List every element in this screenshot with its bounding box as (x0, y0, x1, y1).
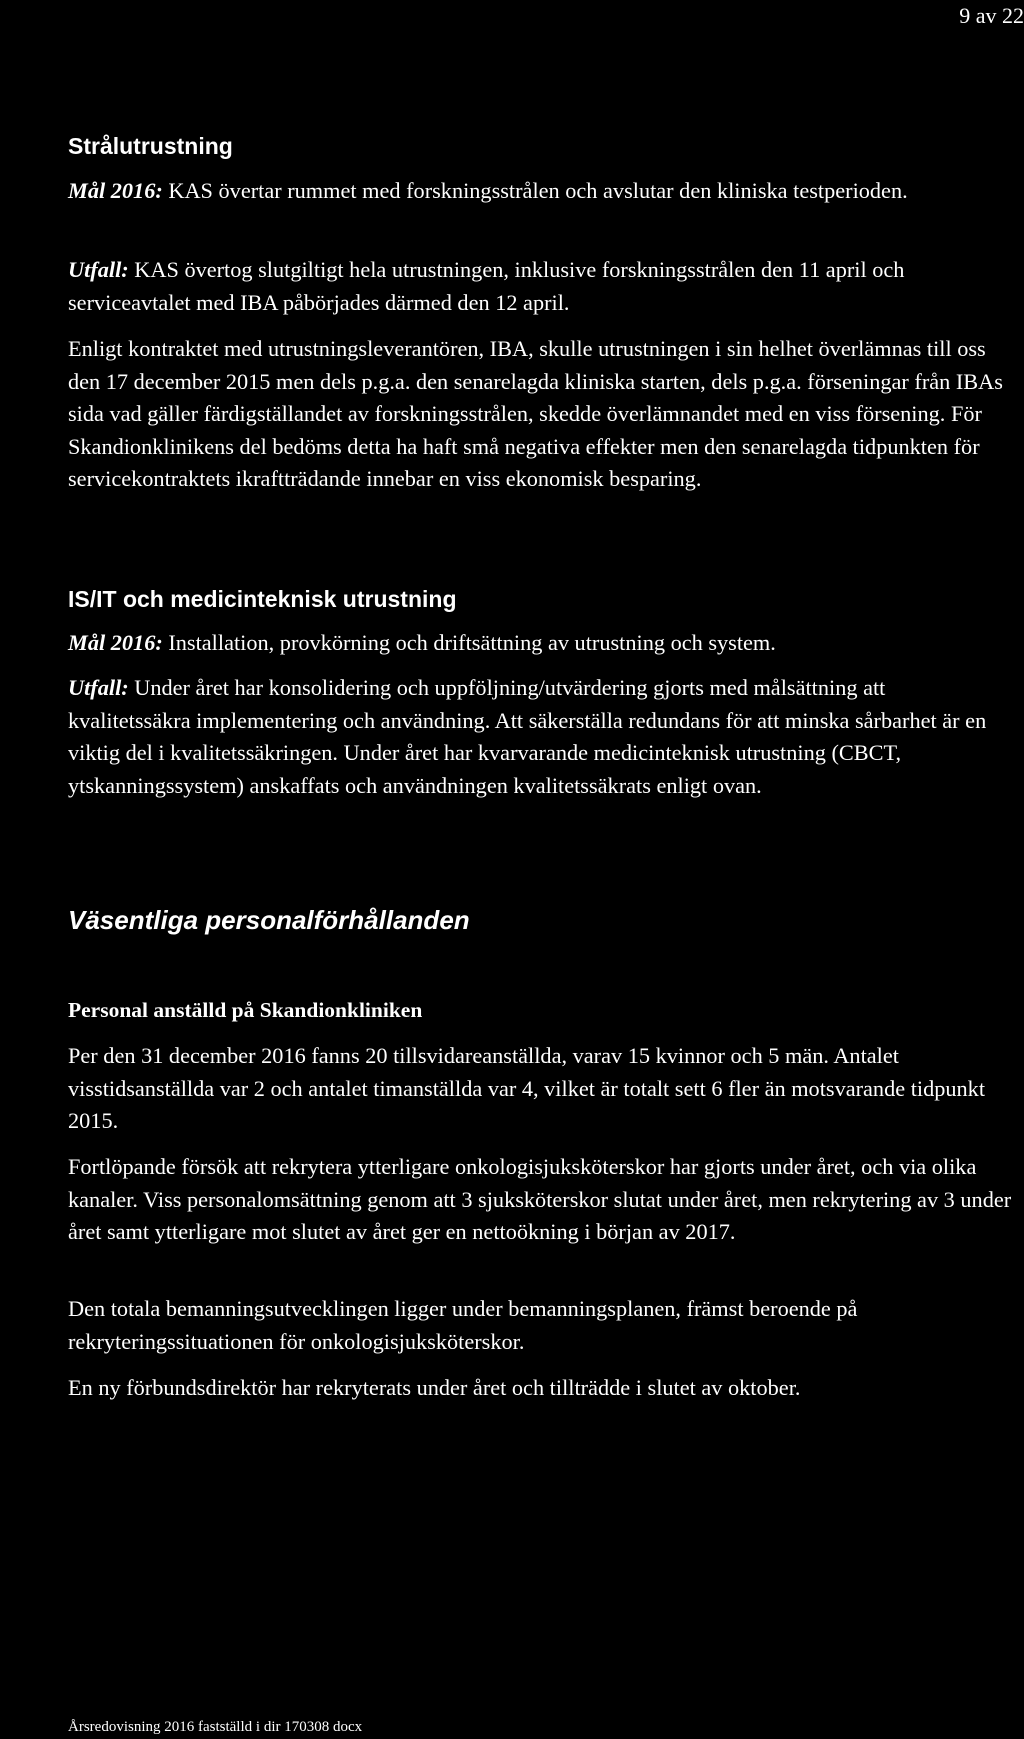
footer: Årsredovisning 2016 fastställd i dir 170308 docx (68, 1719, 363, 1735)
outcome-label: Utfall: (68, 257, 129, 282)
personal-paragraph-4: En ny förbundsdirektör har rekryterats under året och tillträdde i slutet av oktober. (68, 1375, 801, 1400)
goal-text: Installation, provkörning och driftsättning av utrustning och system. (162, 630, 776, 655)
subheading-personal: Personal anställd på Skandionkliniken (68, 998, 423, 1022)
page-number: 9 av 22 (959, 3, 1024, 28)
outcome-label: Utfall: (68, 675, 129, 700)
outcome-text: Under året har konsolidering och uppföljning/utvärdering gjorts med målsättning att kvalitetssäkra implementering och användning. Att säkerställa redundans för att minska sårbarhet är en viktig del i kvalitetssäkringen. Under året har kvarvarande medicinteknisk utrustning (CBCT, ytskanningssystem) anskaffats och användningen kvalitetssäkrats enligt ovan. (68, 675, 987, 798)
section-heading-personal: Väsentliga personalförhållanden (68, 905, 470, 935)
section-heading-stralutrustning: Strålutrustning (68, 133, 233, 159)
goal-paragraph-isit (68, 627, 1018, 660)
contract-paragraph: Enligt kontraktet med utrustningsleverantören, IBA, skulle utrustningen i sin helhet överlämnas till oss den 17 december 2015 men dels p.g.a. den senarelagda kliniska starten, dels p.g.a. förseningar från IBAs sida vad gäller färdigställandet av forskningsstrålen, skedde överlämnandet med en viss försening. För Skandionklinikens del bedöms detta ha haft små negativa effekter men den senarelagda tidpunkten för servicekontraktets ikraftträdande innebar en viss ekonomisk besparing. (68, 336, 1003, 491)
personal-paragraph-2: Fortlöpande försök att rekrytera ytterligare onkologisjuksköterskor har gjorts under året, och via olika kanaler. Viss personalomsättning genom att 3 sjuksköterskor slutat under året, men rekrytering av 3 under året samt ytterligare mot slutet av året ger en nettoökning i början av 2017. (68, 1154, 1012, 1244)
outcome-text: KAS övertog slutgiltigt hela utrustningen, inklusive forskningsstrålen den 11 april och serviceavtalet med IBA påbörjades därmed den 12 april. (68, 257, 905, 315)
goal-paragraph-stralutrustning (68, 175, 1018, 208)
outcome-paragraph-isit (68, 672, 998, 802)
goal-text: KAS övertar rummet med forskningsstrålen och avslutar den kliniska testperioden. (162, 178, 908, 203)
section-heading-isit: IS/IT och medicinteknisk utrustning (68, 586, 457, 612)
goal-label: Mål 2016: (68, 630, 163, 655)
goal-label: Mål 2016: (68, 178, 163, 203)
personal-paragraph-3: Den totala bemanningsutvecklingen ligger under bemanningsplanen, främst beroende på rekryteringssituationen för onkologisjuksköterskor. (68, 1296, 858, 1354)
personal-paragraph-1: Per den 31 december 2016 fanns 20 tillsvidareanställda, varav 15 kvinnor och 5 män. Antalet visstidsanställda var 2 och antalet timanställda var 4, vilket är totalt sett 6 fler än motsvarande tidpunkt 2015. (68, 1043, 986, 1133)
outcome-paragraph-stralutrustning (68, 254, 1018, 319)
